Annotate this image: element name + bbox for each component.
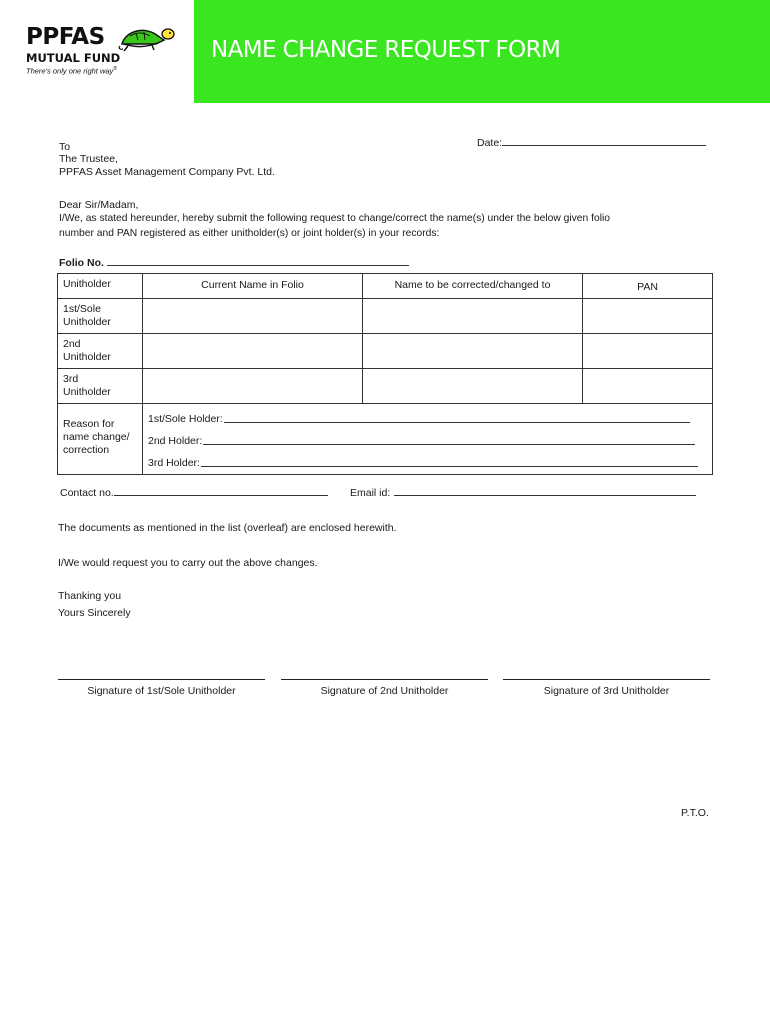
signature-1st[interactable]: Signature of 1st/Sole Unitholder <box>58 679 265 697</box>
current-name-cell[interactable] <box>143 299 363 334</box>
folio-line <box>107 257 409 266</box>
table-row <box>58 299 713 334</box>
email-line <box>394 487 696 496</box>
contact-field[interactable] <box>60 487 328 499</box>
table-header-row <box>58 274 713 299</box>
form-title: NAME CHANGE REQUEST FORM <box>211 37 561 63</box>
folio-field[interactable] <box>59 257 409 269</box>
name-change-table <box>57 273 713 475</box>
pto-text: P.T.O. <box>681 807 709 819</box>
date-line <box>502 137 706 146</box>
addressee: The Trustee, <box>59 153 118 165</box>
yours-text: Yours Sincerely <box>58 607 131 619</box>
reason-cell <box>143 404 713 475</box>
request-text: I/We would request you to carry out the above changes. <box>58 557 318 569</box>
header-current-name: Current Name in Folio <box>143 274 363 299</box>
current-name-cell[interactable] <box>143 334 363 369</box>
brand-tagline: There's only one right way® <box>26 66 117 76</box>
pan-cell[interactable] <box>583 299 713 334</box>
header-unitholder: Unitholder <box>58 274 143 299</box>
table-row <box>58 334 713 369</box>
date-field[interactable] <box>477 137 706 149</box>
ppfas-logo <box>24 24 184 84</box>
title-banner <box>194 0 770 103</box>
row-label: 2nd Unitholder <box>58 334 143 369</box>
current-name-cell[interactable] <box>143 369 363 404</box>
reason-line-1st[interactable]: 1st/Sole Holder: <box>148 404 698 426</box>
row-label: 3rd Unitholder <box>58 369 143 404</box>
brand-subtitle: MUTUAL FUND <box>26 51 121 65</box>
pan-cell[interactable] <box>583 334 713 369</box>
body-line-2: number and PAN registered as either unitholder(s) or joint holder(s) in your records: <box>59 228 440 239</box>
reason-row <box>58 404 713 475</box>
salutation: Dear Sir/Madam, <box>59 199 139 211</box>
reason-label: Reason for name change/ correction <box>58 404 143 475</box>
brand-name: PPFAS <box>26 24 105 50</box>
to-line: To <box>59 141 71 153</box>
contact-label: Contact no. <box>60 487 114 499</box>
folio-label: Folio No. <box>59 257 104 269</box>
header-new-name: Name to be corrected/changed to <box>363 274 583 299</box>
email-field[interactable] <box>350 487 696 499</box>
reason-line-2nd[interactable]: 2nd Holder: <box>148 426 698 448</box>
row-label: 1st/Sole Unitholder <box>58 299 143 334</box>
signature-3rd[interactable]: Signature of 3rd Unitholder <box>503 679 710 697</box>
new-name-cell[interactable] <box>363 299 583 334</box>
turtle-logo-icon <box>116 24 176 54</box>
new-name-cell[interactable] <box>363 369 583 404</box>
signature-2nd[interactable]: Signature of 2nd Unitholder <box>281 679 488 697</box>
pan-cell[interactable] <box>583 369 713 404</box>
thanks-text: Thanking you <box>58 590 122 602</box>
email-label: Email id: <box>350 487 391 499</box>
new-name-cell[interactable] <box>363 334 583 369</box>
date-label: Date: <box>477 137 503 149</box>
header-pan: PAN <box>583 274 713 299</box>
body-line-1: I/We, as stated hereunder, hereby submit the following request to change/correct the name(s) under the below given folio <box>59 213 611 224</box>
reason-line-3rd[interactable]: 3rd Holder: <box>148 448 698 470</box>
company-name: PPFAS Asset Management Company Pvt. Ltd. <box>59 166 275 178</box>
contact-line <box>114 487 328 496</box>
table-row <box>58 369 713 404</box>
documents-text: The documents as mentioned in the list (overleaf) are enclosed herewith. <box>58 522 397 534</box>
